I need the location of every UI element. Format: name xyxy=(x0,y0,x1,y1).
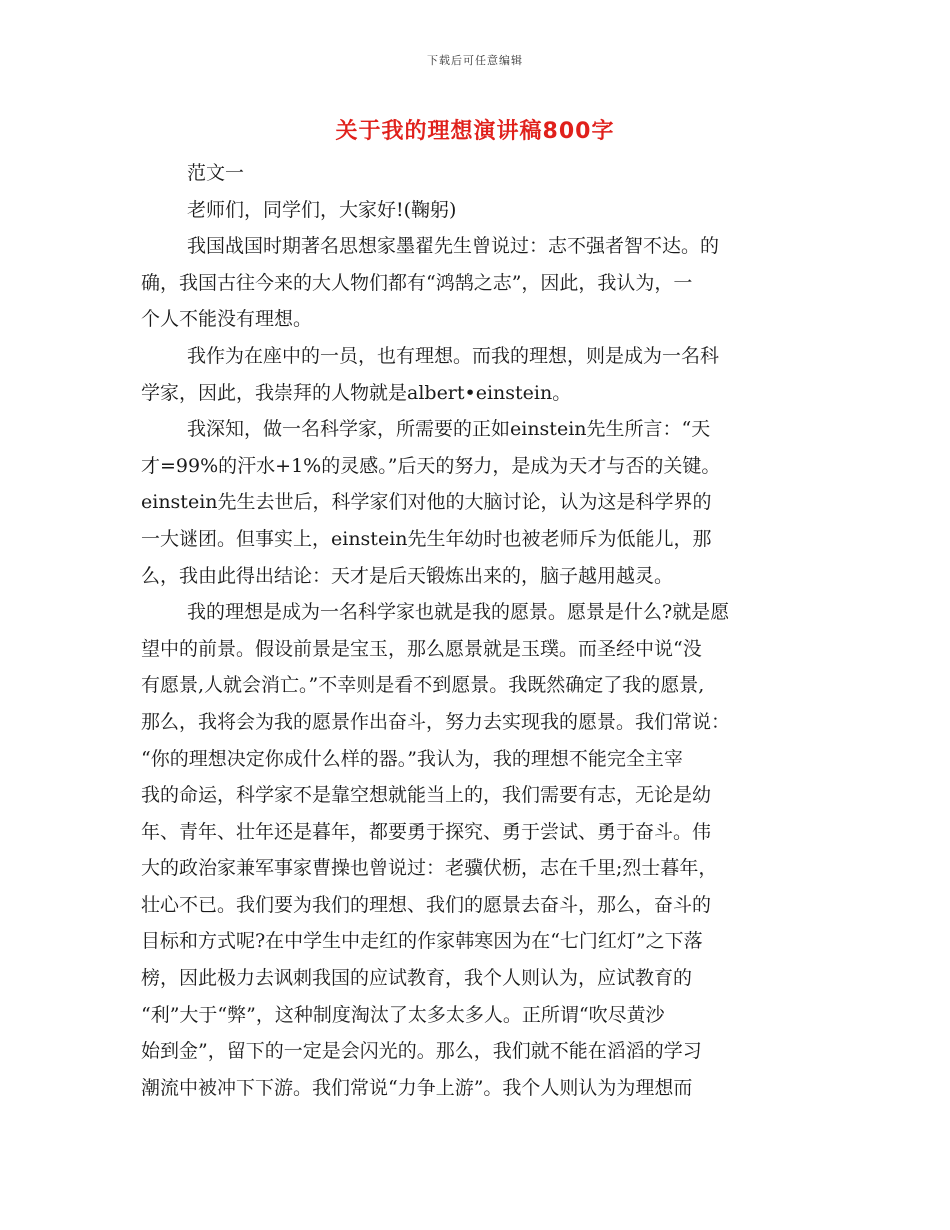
body-line: 壮心不已。我们要为我们的理想、我们的愿景去奋斗，那么，奋斗的 xyxy=(141,893,712,916)
body-line: 我国战国时期著名思想家墨翟先生曾说过：志不强者智不达。的 xyxy=(187,235,720,258)
body-line: 个人不能没有理想。 xyxy=(141,308,313,331)
body-line: einstein先生去世后，科学家们对他的大脑讨论，认为这是科学界的 xyxy=(141,491,712,514)
body-line: 学家，因此，我崇拜的人物就是albert•einstein。 xyxy=(141,381,572,404)
body-line: 榜，因此极力去讽刺我国的应试教育，我个人则认为，应试教育的 xyxy=(141,967,693,990)
body-line: 我作为在座中的一员，也有理想。而我的理想，则是成为一名科 xyxy=(187,344,720,367)
body-line: “利”大于“弊”，这种制度淘汰了太多太多人。正所谓“吹尽黄沙 xyxy=(141,1003,665,1026)
header-note: 下载后可任意编辑 xyxy=(427,54,523,67)
body-line: 大的政治家兼军事家曹操也曾说过：老骥伏枥，志在千里;烈士暮年， xyxy=(141,857,718,880)
body-line: 么，我由此得出结论：天才是后天锻炼出来的，脑子越用越灵。 xyxy=(141,564,674,587)
body-line: 望中的前景。假设前景是宝玉，那么愿景就是玉璞。而圣经中说“没 xyxy=(141,637,702,660)
body-line: 那么，我将会为我的愿景作出奋斗，努力去实现我的愿景。我们常说： xyxy=(141,710,731,733)
body-line: “你的理想决定你成什么样的器。”我认为，我的理想不能完全主宰 xyxy=(141,747,683,770)
body-line: 才=99%的汗水+1%的灵感。”后天的努力，是成为天才与否的关键。 xyxy=(141,454,721,477)
body-line: 确，我国古往今来的大人物们都有“鸿鹄之志”，因此，我认为，一 xyxy=(141,271,693,294)
body-line: 老师们，同学们，大家好!(鞠躬) xyxy=(187,198,457,221)
body-line: 潮流中被冲下下游。我们常说“力争上游”。我个人则认为为理想而 xyxy=(141,1076,693,1099)
body-line: 我深知，做一名科学家，所需要的正如einstein先生所言：“天 xyxy=(187,418,711,441)
body-line: 范文一 xyxy=(187,162,245,184)
body-line: 我的命运，科学家不是靠空想就能当上的，我们需要有志，无论是幼 xyxy=(141,784,712,807)
body-line: 年、青年、壮年还是暮年，都要勇于探究、勇于尝试、勇于奋斗。伟 xyxy=(141,820,712,843)
body-line: 始到金”，留下的一定是会闪光的。那么，我们就不能在滔滔的学习 xyxy=(141,1040,702,1063)
document-title: 关于我的理想演讲稿800字 xyxy=(335,119,615,144)
body-line: 有愿景,人就会消亡。”不幸则是看不到愿景。我既然确定了我的愿景, xyxy=(141,674,705,697)
body-line: 我的理想是成为一名科学家也就是我的愿景。愿景是什么?就是愿 xyxy=(187,601,730,624)
body-line: 一大谜团。但事实上，einstein先生年幼时也被老师斥为低能儿，那 xyxy=(141,527,712,550)
body-line: 目标和方式呢?在中学生中走红的作家韩寒因为在“七门红灯”之下落 xyxy=(141,930,703,953)
document-body xyxy=(141,155,809,1106)
